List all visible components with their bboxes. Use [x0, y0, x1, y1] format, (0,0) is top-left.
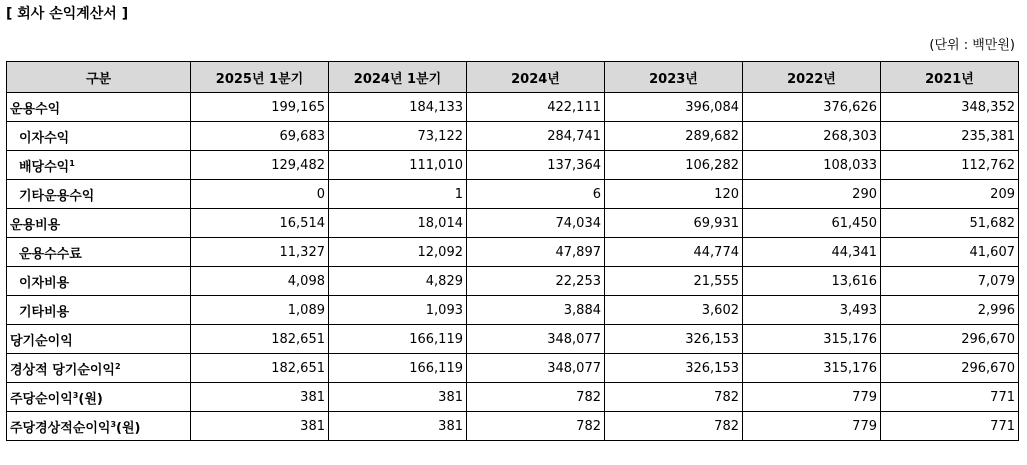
- value-cell: 209: [881, 180, 1019, 209]
- row-label: 이자수익: [19, 130, 70, 146]
- value-cell: 11,327: [191, 238, 329, 267]
- value-cell: 3,602: [605, 296, 743, 325]
- row-label-cell: [7, 296, 191, 325]
- header-2025q1: 2025년 1분기: [191, 62, 329, 93]
- value-cell: 296,670: [881, 354, 1019, 383]
- table-row: [7, 412, 1019, 441]
- value-cell: 108,033: [743, 151, 881, 180]
- row-label-cell: [7, 267, 191, 296]
- table-row: [7, 267, 1019, 296]
- value-cell: 44,774: [605, 238, 743, 267]
- table-row: [7, 93, 1019, 122]
- row-label: 이자비용: [19, 275, 70, 291]
- value-cell: 284,741: [467, 122, 605, 151]
- value-cell: 74,034: [467, 209, 605, 238]
- value-cell: 7,079: [881, 267, 1019, 296]
- value-cell: 47,897: [467, 238, 605, 267]
- table-row: [7, 209, 1019, 238]
- row-label-cell: [7, 325, 191, 354]
- value-cell: 51,682: [881, 209, 1019, 238]
- value-cell: 1,093: [329, 296, 467, 325]
- header-2024q1: 2024년 1분기: [329, 62, 467, 93]
- value-cell: 16,514: [191, 209, 329, 238]
- value-cell: 381: [329, 412, 467, 441]
- value-cell: 381: [329, 383, 467, 412]
- row-label: 배당수익: [19, 159, 70, 175]
- row-label-cell: [7, 180, 191, 209]
- row-label: 운용수수료: [19, 246, 82, 262]
- footnote-marker: 2: [115, 361, 121, 371]
- value-cell: 182,651: [191, 325, 329, 354]
- value-cell: 396,084: [605, 93, 743, 122]
- row-label-cell: [7, 354, 191, 383]
- value-cell: 315,176: [743, 354, 881, 383]
- value-cell: 69,683: [191, 122, 329, 151]
- header-2023: 2023년: [605, 62, 743, 93]
- header-2021: 2021년: [881, 62, 1019, 93]
- footnote-marker: 1: [69, 158, 75, 168]
- row-label: 주당경상적순이익: [10, 420, 111, 436]
- value-cell: 120: [605, 180, 743, 209]
- value-cell: 348,077: [467, 325, 605, 354]
- table-row: [7, 296, 1019, 325]
- value-cell: 184,133: [329, 93, 467, 122]
- table-row: [7, 180, 1019, 209]
- value-cell: 3,493: [743, 296, 881, 325]
- row-label: 운용수익: [10, 101, 61, 117]
- value-cell: 1,089: [191, 296, 329, 325]
- value-cell: 106,282: [605, 151, 743, 180]
- value-cell: 69,931: [605, 209, 743, 238]
- value-cell: 290: [743, 180, 881, 209]
- table-body: [7, 93, 1019, 441]
- value-cell: 289,682: [605, 122, 743, 151]
- row-label-cell: [7, 209, 191, 238]
- value-cell: 315,176: [743, 325, 881, 354]
- value-cell: 771: [881, 412, 1019, 441]
- table-row: [7, 151, 1019, 180]
- footnote-marker: 3: [72, 390, 79, 400]
- row-label-cell: [7, 122, 191, 151]
- table-row: [7, 383, 1019, 412]
- value-cell: 166,119: [329, 325, 467, 354]
- document-title: [ 회사 손익계산서 ]: [6, 6, 129, 22]
- value-cell: 129,482: [191, 151, 329, 180]
- row-label: 주당순이익: [10, 391, 73, 407]
- value-cell: 782: [605, 412, 743, 441]
- row-label: 경상적 당기순이익: [10, 362, 115, 378]
- unit-note: (단위 : 백만원): [929, 38, 1015, 53]
- header-category: 구분: [7, 62, 191, 93]
- value-cell: 268,303: [743, 122, 881, 151]
- header-row: [7, 62, 1019, 93]
- income-statement-table: [6, 61, 1019, 441]
- value-cell: 22,253: [467, 267, 605, 296]
- value-cell: 111,010: [329, 151, 467, 180]
- value-cell: 326,153: [605, 354, 743, 383]
- table-row: [7, 325, 1019, 354]
- value-cell: 199,165: [191, 93, 329, 122]
- table-row: [7, 122, 1019, 151]
- value-cell: 2,996: [881, 296, 1019, 325]
- value-cell: 782: [467, 383, 605, 412]
- table-row: [7, 354, 1019, 383]
- value-cell: 4,829: [329, 267, 467, 296]
- row-label: 기타운용수익: [19, 188, 95, 204]
- row-label-cell: [7, 383, 191, 412]
- value-cell: 166,119: [329, 354, 467, 383]
- value-cell: 6: [467, 180, 605, 209]
- row-label-suffix: (원): [78, 391, 103, 407]
- value-cell: 1: [329, 180, 467, 209]
- row-label-cell: [7, 412, 191, 441]
- value-cell: 61,450: [743, 209, 881, 238]
- value-cell: 21,555: [605, 267, 743, 296]
- value-cell: 771: [881, 383, 1019, 412]
- value-cell: 381: [191, 383, 329, 412]
- value-cell: 44,341: [743, 238, 881, 267]
- row-label-suffix: (원): [116, 420, 141, 436]
- value-cell: 782: [467, 412, 605, 441]
- row-label-cell: [7, 238, 191, 267]
- header-2024: 2024년: [467, 62, 605, 93]
- row-label: 당기순이익: [10, 333, 73, 349]
- value-cell: 0: [191, 180, 329, 209]
- value-cell: 782: [605, 383, 743, 412]
- value-cell: 3,884: [467, 296, 605, 325]
- value-cell: 112,762: [881, 151, 1019, 180]
- value-cell: 12,092: [329, 238, 467, 267]
- value-cell: 73,122: [329, 122, 467, 151]
- value-cell: 235,381: [881, 122, 1019, 151]
- value-cell: 326,153: [605, 325, 743, 354]
- value-cell: 779: [743, 383, 881, 412]
- footnote-marker: 3: [110, 419, 117, 429]
- row-label: 기타비용: [19, 304, 70, 320]
- row-label: 운용비용: [10, 217, 61, 233]
- header-2022: 2022년: [743, 62, 881, 93]
- row-label-cell: [7, 93, 191, 122]
- value-cell: 18,014: [329, 209, 467, 238]
- value-cell: 296,670: [881, 325, 1019, 354]
- value-cell: 41,607: [881, 238, 1019, 267]
- row-label-cell: [7, 151, 191, 180]
- table-row: [7, 238, 1019, 267]
- value-cell: 182,651: [191, 354, 329, 383]
- value-cell: 422,111: [467, 93, 605, 122]
- table-header: [7, 62, 1019, 93]
- value-cell: 137,364: [467, 151, 605, 180]
- value-cell: 348,352: [881, 93, 1019, 122]
- value-cell: 381: [191, 412, 329, 441]
- value-cell: 376,626: [743, 93, 881, 122]
- value-cell: 4,098: [191, 267, 329, 296]
- value-cell: 348,077: [467, 354, 605, 383]
- value-cell: 13,616: [743, 267, 881, 296]
- value-cell: 779: [743, 412, 881, 441]
